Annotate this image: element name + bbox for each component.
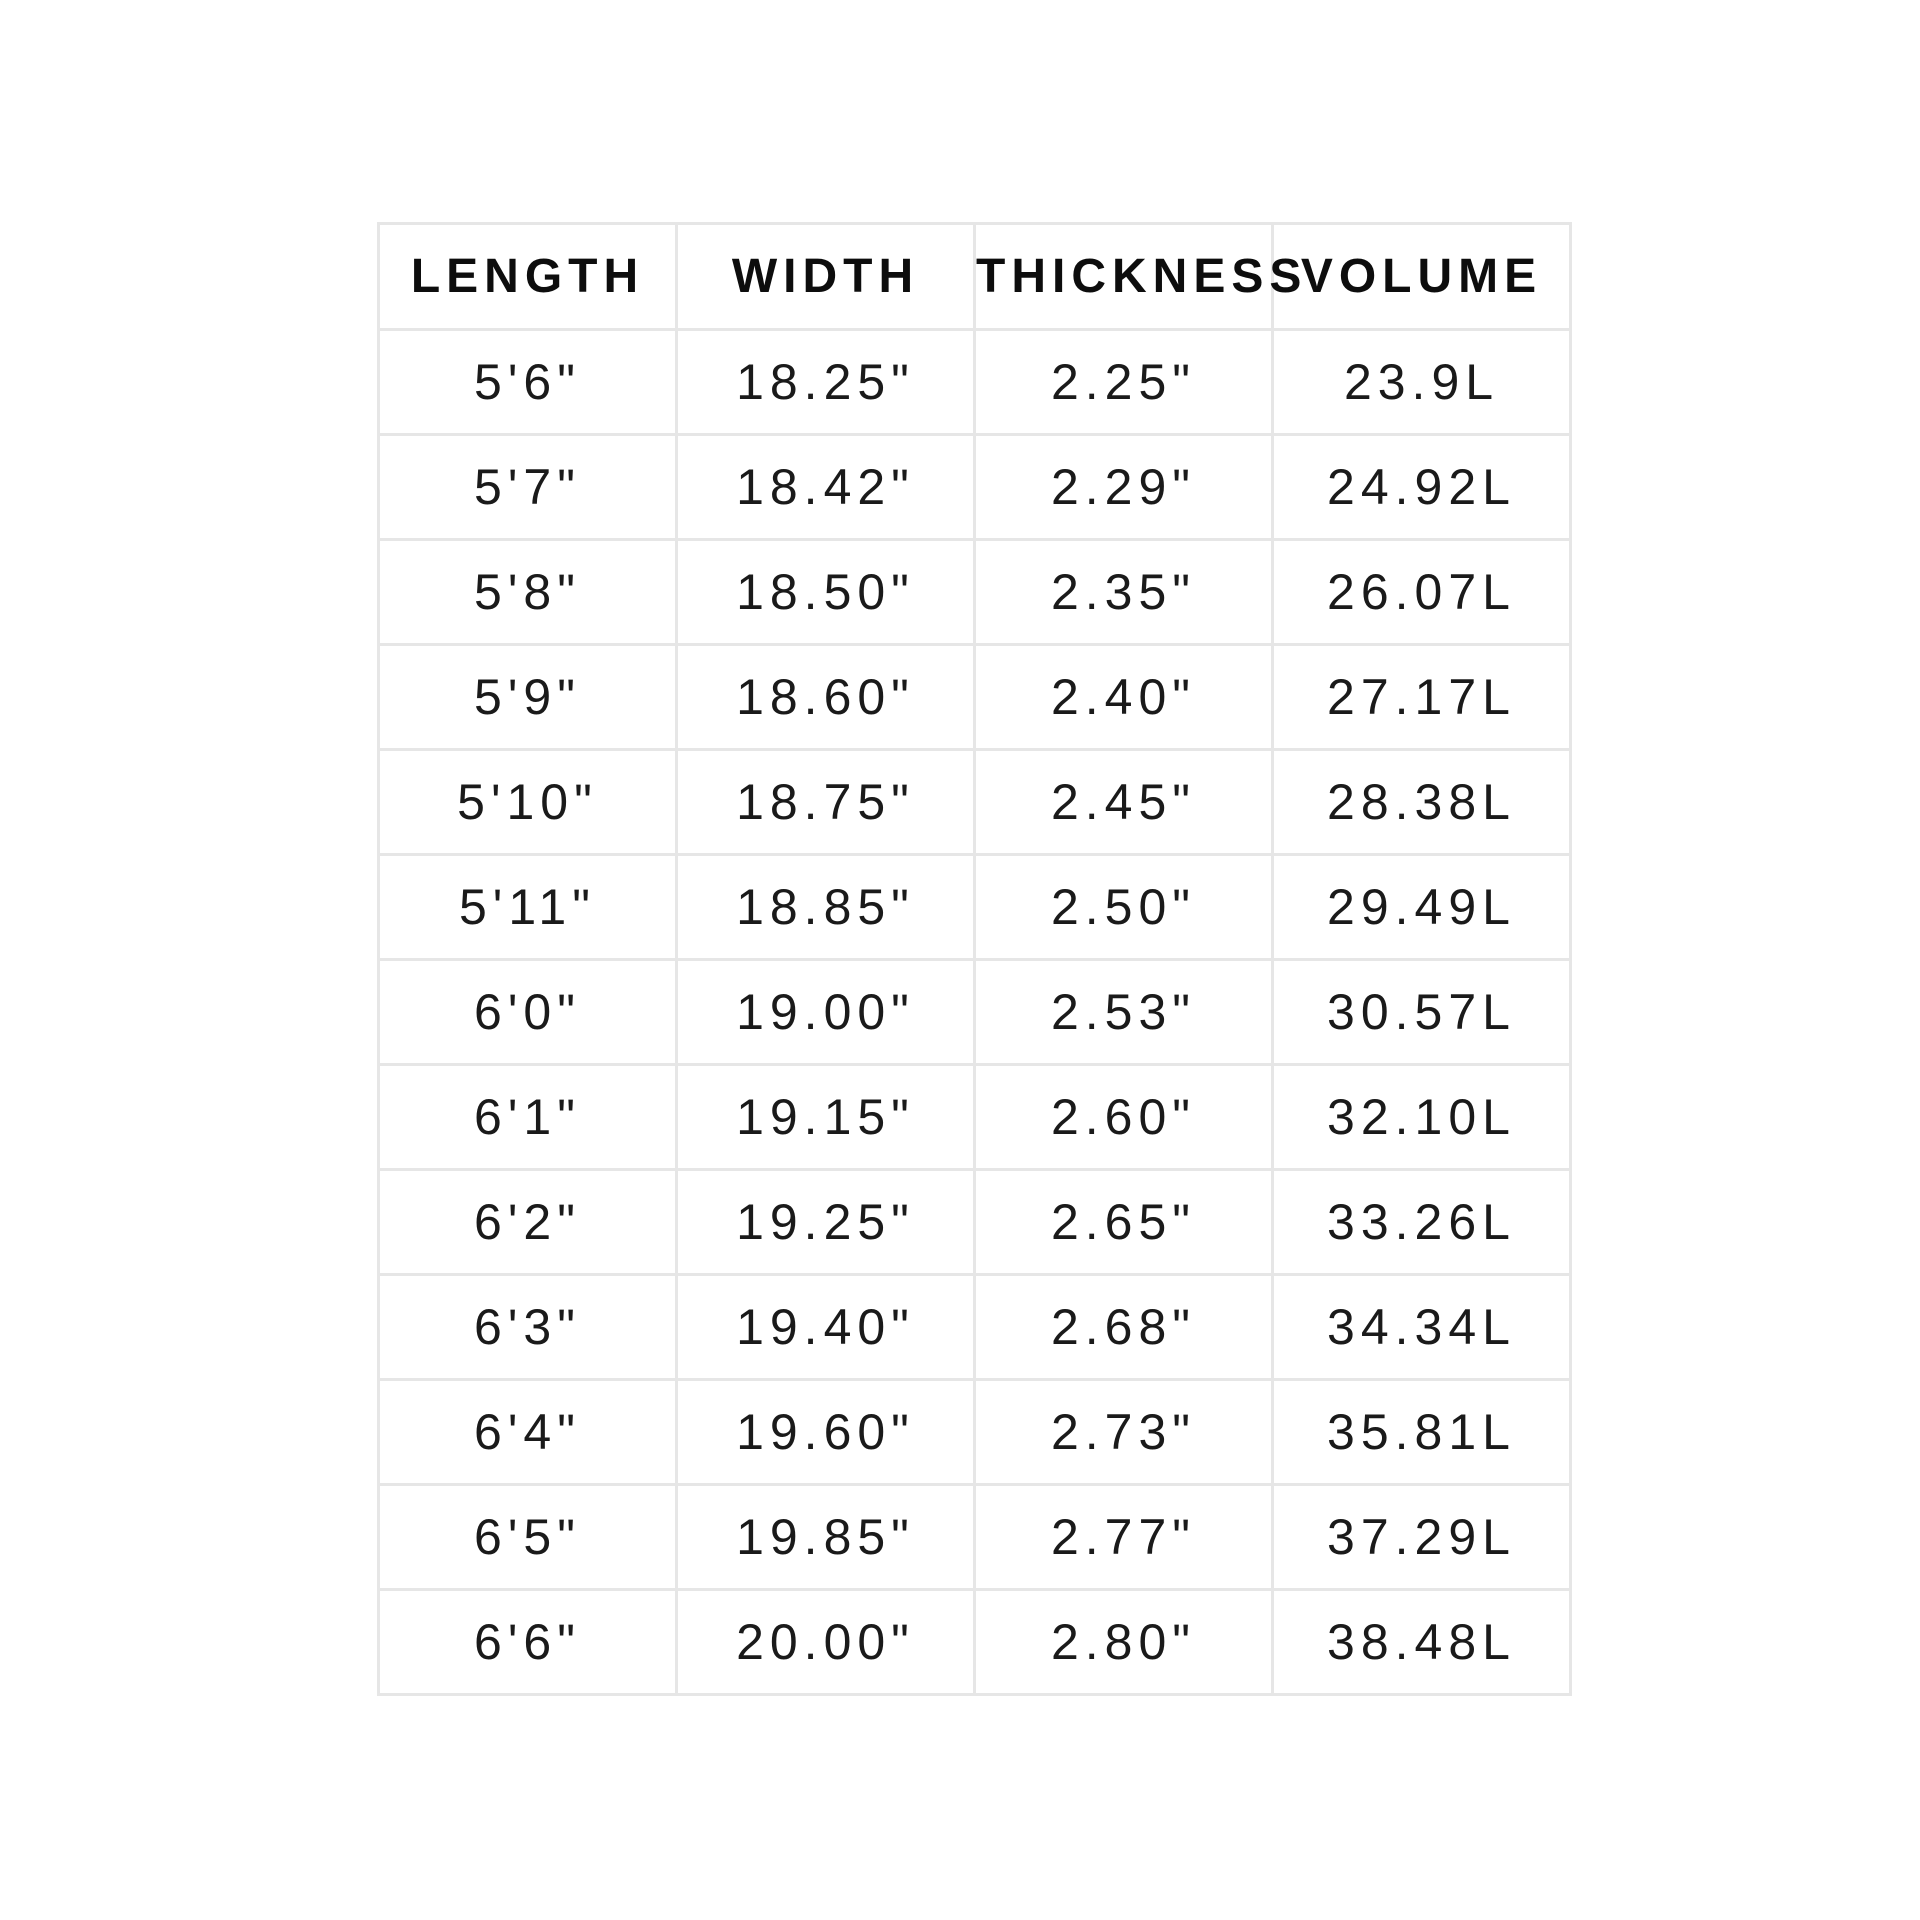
cell-thickness: 2.53": [975, 960, 1273, 1065]
header-length: LENGTH: [379, 224, 677, 330]
table-row: [379, 435, 1571, 540]
cell-width: 18.50": [677, 540, 975, 645]
cell-thickness: 2.25": [975, 330, 1273, 435]
cell-length: 5'6": [379, 330, 677, 435]
cell-width: 19.00": [677, 960, 975, 1065]
cell-thickness: 2.73": [975, 1380, 1273, 1485]
table-body: [379, 330, 1571, 1695]
cell-width: 19.40": [677, 1275, 975, 1380]
cell-thickness: 2.60": [975, 1065, 1273, 1170]
cell-volume: 37.29L: [1273, 1485, 1571, 1590]
cell-width: 19.25": [677, 1170, 975, 1275]
cell-length: 6'1": [379, 1065, 677, 1170]
cell-thickness: 2.35": [975, 540, 1273, 645]
cell-width: 18.60": [677, 645, 975, 750]
size-chart-table: [377, 222, 1572, 1696]
cell-volume: 38.48L: [1273, 1590, 1571, 1695]
cell-thickness: 2.65": [975, 1170, 1273, 1275]
cell-length: 5'7": [379, 435, 677, 540]
cell-length: 6'4": [379, 1380, 677, 1485]
cell-width: 20.00": [677, 1590, 975, 1695]
table-row: [379, 645, 1571, 750]
table-row: [379, 1590, 1571, 1695]
cell-width: 19.60": [677, 1380, 975, 1485]
cell-length: 6'3": [379, 1275, 677, 1380]
header-row: [379, 224, 1571, 330]
cell-volume: 23.9L: [1273, 330, 1571, 435]
cell-volume: 33.26L: [1273, 1170, 1571, 1275]
cell-length: 6'5": [379, 1485, 677, 1590]
cell-volume: 32.10L: [1273, 1065, 1571, 1170]
cell-width: 18.75": [677, 750, 975, 855]
cell-thickness: 2.40": [975, 645, 1273, 750]
table-row: [379, 855, 1571, 960]
cell-width: 18.25": [677, 330, 975, 435]
cell-width: 18.85": [677, 855, 975, 960]
cell-width: 18.42": [677, 435, 975, 540]
cell-length: 5'8": [379, 540, 677, 645]
cell-length: 5'10": [379, 750, 677, 855]
cell-length: 6'0": [379, 960, 677, 1065]
table-row: [379, 960, 1571, 1065]
cell-length: 6'2": [379, 1170, 677, 1275]
cell-volume: 24.92L: [1273, 435, 1571, 540]
table-row: [379, 750, 1571, 855]
cell-volume: 28.38L: [1273, 750, 1571, 855]
cell-length: 5'11": [379, 855, 677, 960]
table-header: [379, 224, 1571, 330]
header-thickness: THICKNESS: [975, 224, 1273, 330]
cell-length: 6'6": [379, 1590, 677, 1695]
cell-volume: 27.17L: [1273, 645, 1571, 750]
cell-volume: 35.81L: [1273, 1380, 1571, 1485]
cell-thickness: 2.29": [975, 435, 1273, 540]
table-row: [379, 1170, 1571, 1275]
cell-length: 5'9": [379, 645, 677, 750]
cell-width: 19.15": [677, 1065, 975, 1170]
header-volume: VOLUME: [1273, 224, 1571, 330]
cell-thickness: 2.68": [975, 1275, 1273, 1380]
cell-volume: 29.49L: [1273, 855, 1571, 960]
cell-thickness: 2.77": [975, 1485, 1273, 1590]
table-row: [379, 1380, 1571, 1485]
cell-volume: 30.57L: [1273, 960, 1571, 1065]
cell-volume: 26.07L: [1273, 540, 1571, 645]
table-row: [379, 1485, 1571, 1590]
table-row: [379, 330, 1571, 435]
cell-thickness: 2.45": [975, 750, 1273, 855]
table-row: [379, 1065, 1571, 1170]
cell-volume: 34.34L: [1273, 1275, 1571, 1380]
table-row: [379, 540, 1571, 645]
cell-thickness: 2.50": [975, 855, 1273, 960]
table-row: [379, 1275, 1571, 1380]
cell-width: 19.85": [677, 1485, 975, 1590]
header-width: WIDTH: [677, 224, 975, 330]
cell-thickness: 2.80": [975, 1590, 1273, 1695]
